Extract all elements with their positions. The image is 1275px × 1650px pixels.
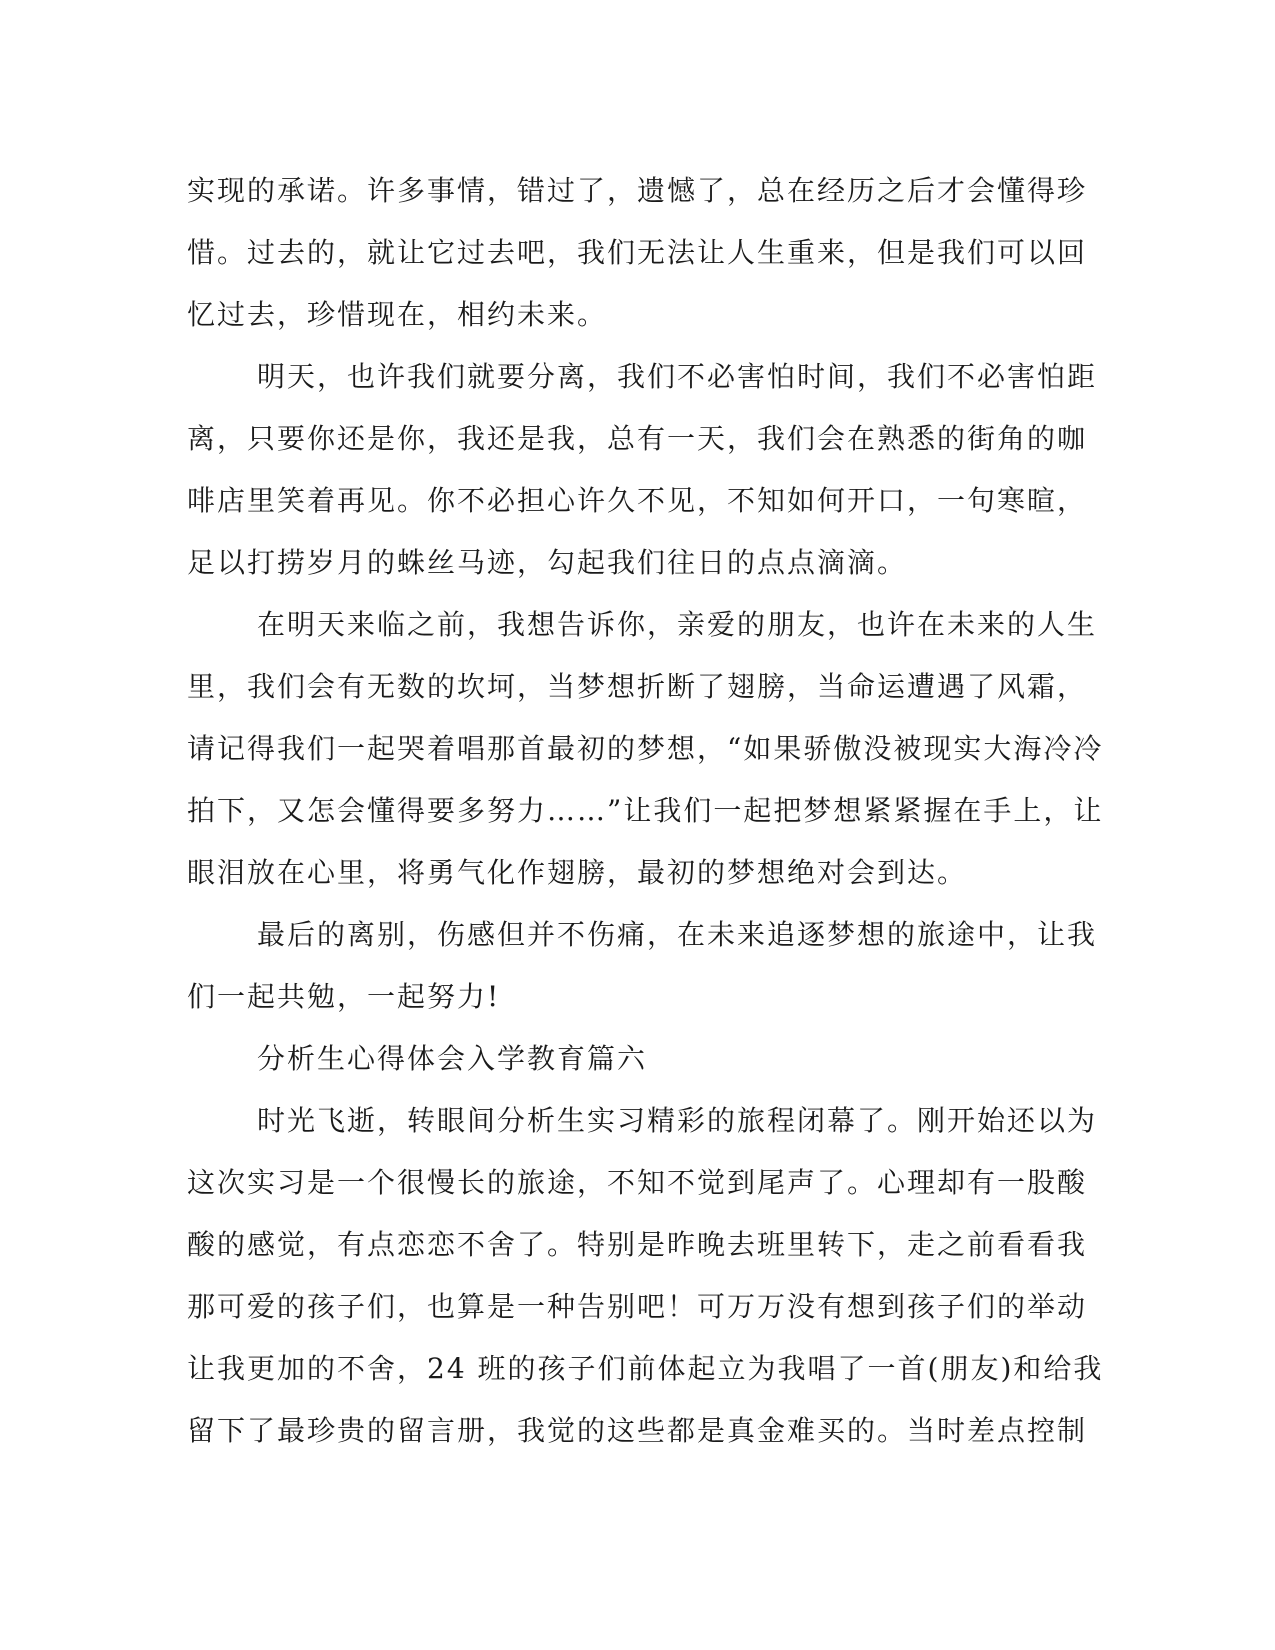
paragraph-first-line: 时光飞逝，转眼间分析生实习精彩的旅程闭幕了。刚开始还以为: [257, 1104, 1098, 1137]
text-line: 忆过去，珍惜现在，相约未来。: [187, 298, 608, 331]
paragraph-first-line: 在明天来临之前，我想告诉你，亲爱的朋友，也许在未来的人生: [257, 608, 1098, 641]
text-line: 里，我们会有无数的坎坷，当梦想折断了翅膀，当命运遭遇了风霜，: [187, 670, 1088, 703]
section-heading: 分析生心得体会入学教育篇六: [257, 1042, 648, 1075]
text-line: 拍下，又怎会懂得要多努力……”让我们一起把梦想紧紧握在手上，让: [187, 794, 1104, 827]
text-line: 让我更加的不舍，24 班的孩子们前体起立为我唱了一首(朋友)和给我: [187, 1352, 1104, 1385]
text-line: 这次实习是一个很慢长的旅途，不知不觉到尾声了。心理却有一股酸: [187, 1166, 1088, 1199]
text-line: 离，只要你还是你，我还是我，总有一天，我们会在熟悉的街角的咖: [187, 422, 1088, 455]
text-line: 足以打捞岁月的蛛丝马迹，勾起我们往日的点点滴滴。: [187, 546, 908, 579]
document-body: [187, 160, 1104, 1462]
paragraph-first-line: 明天，也许我们就要分离，我们不必害怕时间，我们不必害怕距: [257, 360, 1098, 393]
text-line: 请记得我们一起哭着唱那首最初的梦想，“如果骄傲没被现实大海冷冷: [187, 732, 1104, 765]
text-line: 惜。过去的，就让它过去吧，我们无法让人生重来，但是我们可以回: [187, 236, 1088, 269]
text-line: 眼泪放在心里，将勇气化作翅膀，最初的梦想绝对会到达。: [187, 856, 968, 889]
text-line: 酸的感觉，有点恋恋不舍了。特别是昨晚去班里转下，走之前看看我: [187, 1228, 1088, 1261]
text-line: 们一起共勉，一起努力!: [187, 980, 501, 1013]
text-line: 实现的承诺。许多事情，错过了，遗憾了，总在经历之后才会懂得珍: [187, 174, 1088, 207]
text-line: 啡店里笑着再见。你不必担心许久不见，不知如何开口，一句寒暄，: [187, 484, 1088, 517]
paragraph-first-line: 最后的离别，伤感但并不伤痛，在未来追逐梦想的旅途中，让我: [257, 918, 1098, 951]
text-line: 那可爱的孩子们，也算是一种告别吧！可万万没有想到孩子们的举动: [187, 1290, 1088, 1323]
text-line: 留下了最珍贵的留言册，我觉的这些都是真金难买的。当时差点控制: [187, 1414, 1088, 1447]
